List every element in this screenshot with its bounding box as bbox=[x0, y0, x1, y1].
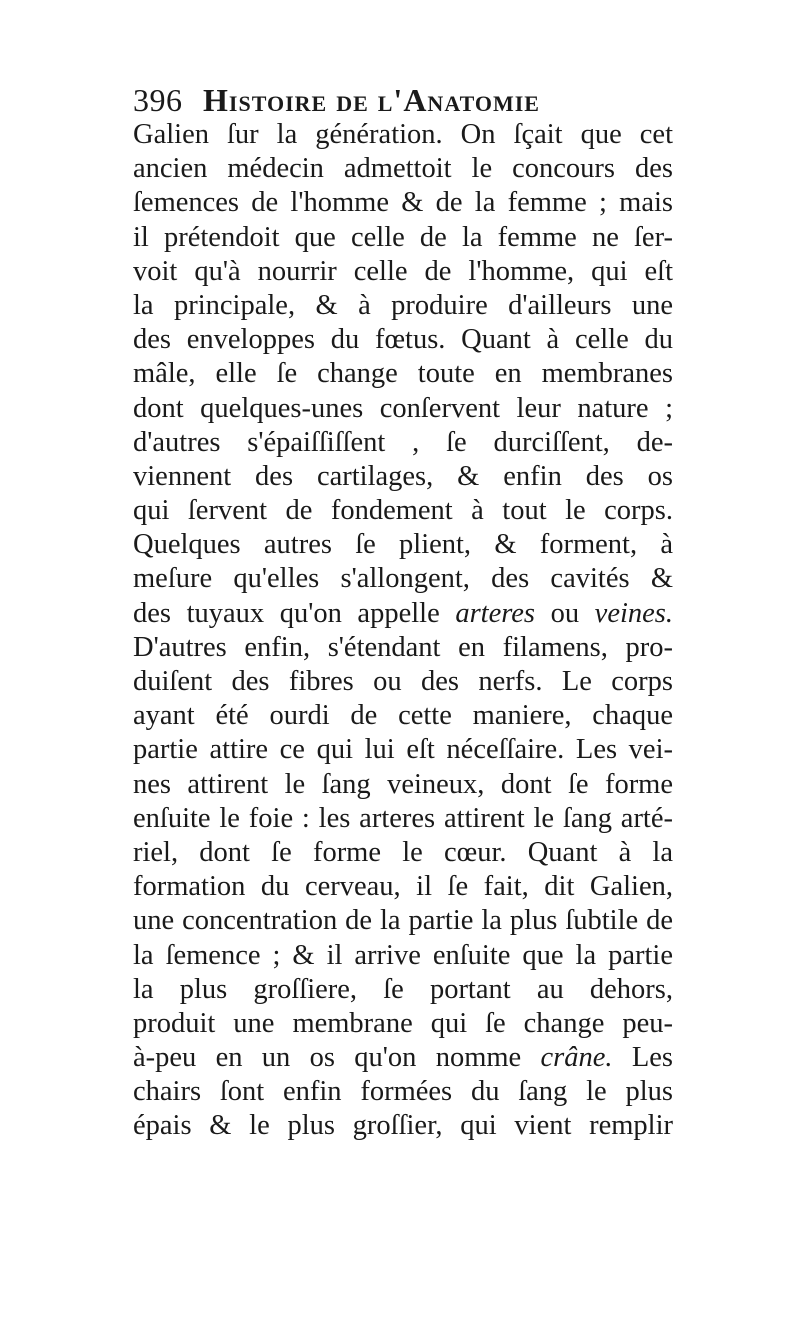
italic-term-arteres: arteres bbox=[455, 597, 535, 629]
text-line: produit une membrane qui ſe change peu- bbox=[133, 1007, 673, 1039]
text-segment: à-peu en un os qu'on nomme bbox=[133, 1042, 541, 1074]
text-line: Quelques autres ſe plient, & forment, à bbox=[133, 529, 673, 561]
text-line: épais & le plus groſſier, qui vient remplir bbox=[133, 1110, 673, 1142]
text-line: nes attirent le ſang veineux, dont ſe forme bbox=[133, 768, 673, 800]
body-text bbox=[133, 118, 673, 1144]
text-line: riel, dont ſe forme le cœur. Quant à la bbox=[133, 836, 673, 868]
text-line: d'autres s'épaiſſiſſent , ſe durciſſent, de- bbox=[133, 426, 673, 458]
text-line: il prétendoit que celle de la femme ne ſer- bbox=[133, 221, 673, 253]
text-line: qui ſervent de fondement à tout le corps. bbox=[133, 495, 673, 527]
text-line: une concentration de la partie la plus ſubtile de bbox=[133, 905, 673, 937]
text-line: la ſemence ; & il arrive enſuite que la partie bbox=[133, 939, 673, 971]
text-line: mâle, elle ſe change toute en membranes bbox=[133, 358, 673, 390]
text-line: viennent des cartilages, & enfin des os bbox=[133, 460, 673, 492]
text-line: Galien ſur la génération. On ſçait que cet bbox=[133, 119, 673, 150]
text-line: ancien médecin admettoit le concours des bbox=[133, 153, 673, 185]
text-line: duiſent des fibres ou des nerfs. Le corps bbox=[133, 666, 673, 697]
text-line: la plus groſſiere, ſe portant au dehors, bbox=[133, 973, 673, 1005]
text-line: D'autres enfin, s'étendant en filamens, pro- bbox=[133, 631, 673, 663]
text-line-with-italics bbox=[133, 1041, 673, 1075]
text-line: enſuite le foie : les arteres attirent le ſang arté- bbox=[133, 802, 673, 834]
text-line: dont quelques-unes conſervent leur nature ; bbox=[133, 392, 673, 424]
text-line: la principale, & à produire d'ailleurs une bbox=[133, 289, 673, 321]
page-number: 396 bbox=[133, 82, 183, 118]
italic-term-veines: veines. bbox=[594, 597, 674, 629]
italic-term-crane: crâne. bbox=[540, 1042, 613, 1074]
text-line: des enveloppes du fœtus. Quant à celle du bbox=[133, 324, 673, 356]
text-line: meſure qu'elles s'allongent, des cavités & bbox=[133, 563, 673, 595]
text-line: voit qu'à nourrir celle de l'homme, qui eſt bbox=[133, 255, 673, 287]
running-title: Histoire de l'Anatomie bbox=[203, 82, 540, 118]
running-head bbox=[133, 80, 673, 120]
text-segment: ou bbox=[535, 597, 595, 629]
text-line: ſemences de l'homme & de la femme ; mais bbox=[133, 187, 673, 219]
text-line-with-italics bbox=[133, 597, 673, 631]
text-segment: Les bbox=[612, 1042, 673, 1074]
text-line: ayant été ourdi de cette maniere, chaque bbox=[133, 700, 673, 732]
text-line: chairs ſont enfin formées du ſang le plus bbox=[133, 1076, 673, 1108]
text-segment: des tuyaux qu'on appelle bbox=[133, 597, 456, 629]
text-line: partie attire ce qui lui eſt néceſſaire. Les vei- bbox=[133, 734, 673, 766]
text-line: formation du cerveau, il ſe fait, dit Galien, bbox=[133, 871, 673, 903]
